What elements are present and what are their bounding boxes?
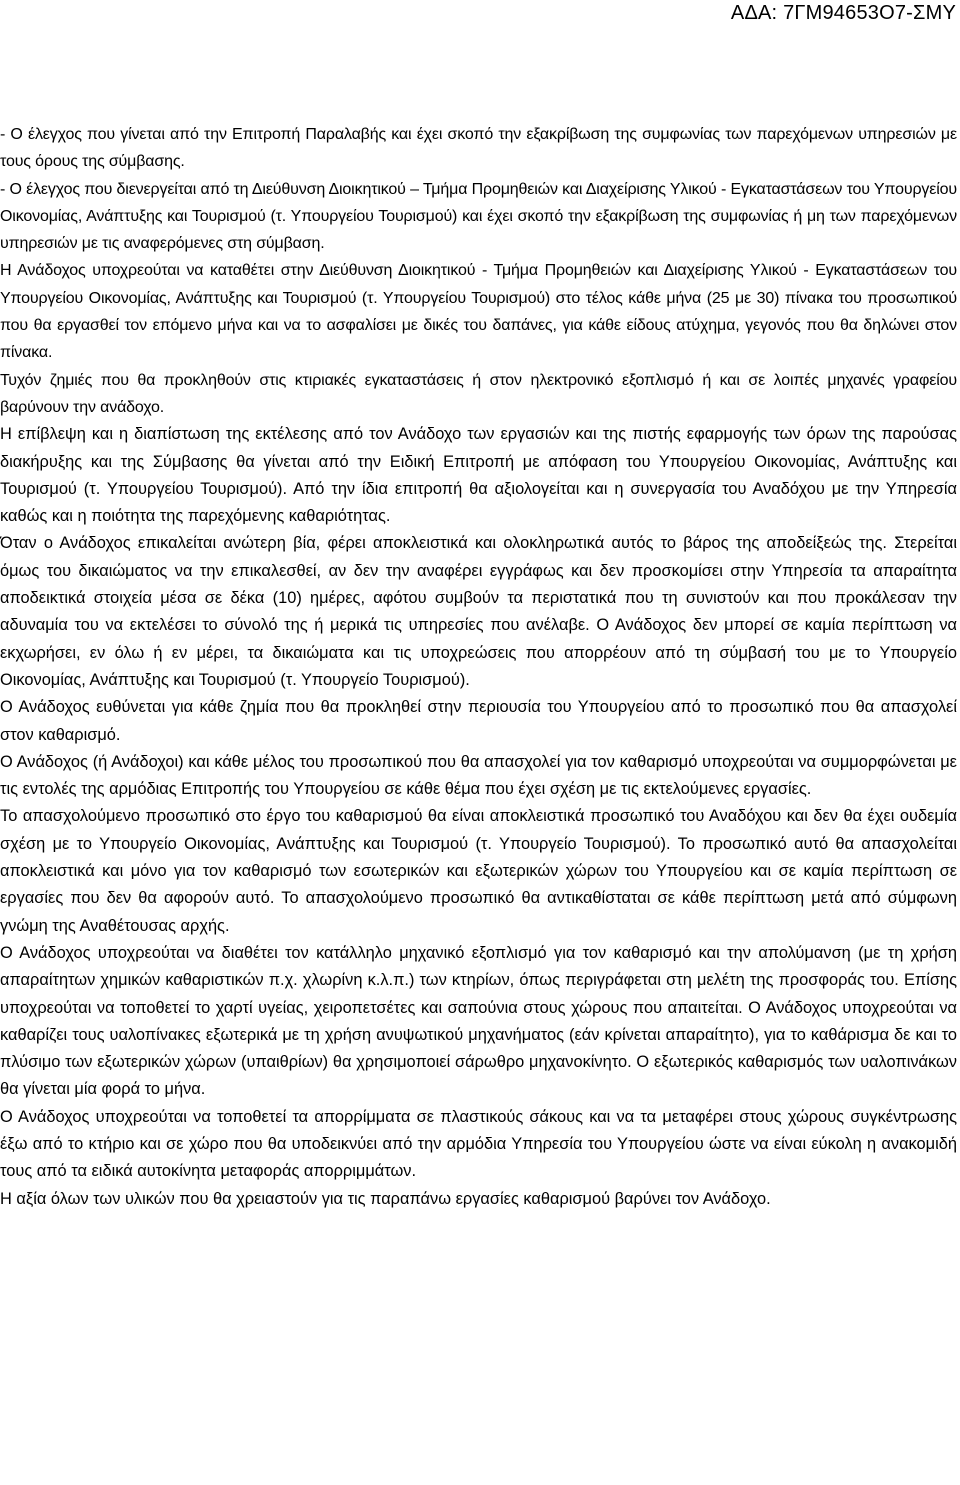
paragraph-compliance: Ο Ανάδοχος (ή Ανάδοχοι) και κάθε μέλος του προσωπικού που θα απασχολεί για τον καθαρισμό υποχρεούται να συμμορφώνεται με τις εντολές της αρμόδιας Επιτροπής του Υπουργείου σε κάθε θέμα που έχει σχέση με τις εκτελούμενες εργασίες. <box>0 752 957 799</box>
paragraph-waste: Ο Ανάδοχος υποχρεούται να τοποθετεί τα απορρίμματα σε πλαστικούς σάκους και να τα μεταφέρει στους χώρους συγκέντρωσης έξω από το κτήριο και σε χώρο που θα υποδεικνύει από την αρμόδια Υπηρεσία του Υπουργείου ώστε να είναι εύκολη η ανακομιδή τους από τα ειδικά αυτοκίνητα μεταφοράς απορριμμάτων. <box>0 1107 957 1181</box>
paragraph-equipment: Ο Ανάδοχος υποχρεούται να διαθέτει τον κατάλληλο μηχανικό εξοπλισμό για τον καθαρισμό και την απολύμανση (με τη χρήση απαραίτητων χημικών καθαριστικών π.χ. χλωρίνη κ.λ.π.) των κτηρίων, όπως περιγράφεται στη μελέτη της προσφοράς του. Επίσης υποχρεούται να τοποθετεί το χαρτί υγείας, χειροπετσέτες και σαπούνια στους χώρους που απαιτείται. Ο Ανάδοχος υποχρεούται να καθαρίζει τους υαλοπίνακες εξωτερικά με τη χρήση ανυψωτικού μηχανήματος (εάν κρίνεται απαραίτητο), για το καθάρισμα δε και το πλύσιμο των εξωτερικών χώρων (υπαιθρίων) θα χρησιμοποιεί σάρωθρο μηχανοκίνητο. Ο εξωτερικός καθαρισμός των υαλοπινάκων θα γίνεται μία φορά το μήνα. <box>0 943 957 1099</box>
paragraph-staff-list: Η Ανάδοχος υποχρεούται να καταθέτει στην Διεύθυνση Διοικητικού - Τμήμα Προμηθειών και Διαχείρισης Υλικού - Εγκαταστάσεων του Υπουργείου Οικονομίας, Ανάπτυξης και Τουρισμού (τ. Υπουργείου Τουρισμού) στο τέλος κάθε μήνα (25 με 30) πίνακα του προσωπικού που θα εργασθεί τον επόμενο μήνα και να το ασφαλίσει με δικές του δαπάνες, για κάθε είδους ατύχημα, γεγονός που θα δηλώνει στον πίνακα. <box>0 262 957 362</box>
paragraph-inspection-directorate: - Ο έλεγχος που διενεργείται από τη Διεύθυνση Διοικητικού – Τμήμα Προμηθειών και Διαχείρισης Υλικού - Εγκαταστάσεων του Υπουργείου Οικονομίας, Ανάπτυξης και Τουρισμού (τ. Υπουργείου Τουρισμού) και έχει σκοπό την εξακρίβωση της συμφωνίας ή μη των παρεχόμενων υπηρεσιών με τις αναφερόμενες στη σύμβαση. <box>0 180 957 253</box>
paragraph-personnel: Το απασχολούμενο προσωπικό στο έργο του καθαρισμού θα είναι αποκλειστικά προσωπικό του Αναδόχου και δεν θα έχει ουδεμία σχέση με το Υπουργείο Οικονομίας, Ανάπτυξης και Τουρισμού (τ. Υπουργείο Τουρισμού). Το προσωπικό αυτό θα απασχολείται αποκλειστικά και μόνο για τον καθαρισμό των εσωτερικών και εξωτερικών χώρων του Υπουργείου και σε καμία περίπτωση σε εργασίες που δεν θα αφορούν αυτό. Το απασχολούμενο προσωπικό θα αντικαθίσταται σε κάθε περίπτωση μετά από σύμφωνη γνώμη της Αναθέτουσας αρχής. <box>0 807 957 935</box>
paragraph-supervision: Η επίβλεψη και η διαπίστωση της εκτέλεσης από τον Ανάδοχο των εργασιών και της πιστής εφαρμογής των όρων της παρούσας διακήρυξης και της Σύμβασης θα γίνεται από την Ειδική Επιτροπή με απόφαση του Υπουργείου Οικονομίας, Ανάπτυξης και Τουρισμού (τ. Υπουργείου Τουρισμού). Από την ίδια επιτροπή θα αξιολογείται και η συνεργασία του Αναδόχου με την Υπηρεσία καθώς και η ποιότητα της παρεχόμενης καθαριότητας. <box>0 425 957 526</box>
paragraph-inspection-committee: - Ο έλεγχος που γίνεται από την Επιτροπή Παραλαβής και έχει σκοπό την εξακρίβωση της συμφωνίας των παρεχόμενων υπηρεσιών με τους όρους της σύμβασης. <box>0 126 957 171</box>
ada-code-header: ΑΔΑ: 7ΓΜ94653Ο7-ΣΜΥ <box>730 2 956 24</box>
paragraph-materials-cost: Η αξία όλων των υλικών που θα χρειαστούν για τις παραπάνω εργασίες καθαρισμού βαρύνει τον Ανάδοχο. <box>0 1189 771 1208</box>
paragraph-force-majeure: Όταν ο Ανάδοχος επικαλείται ανώτερη βία, φέρει αποκλειστικά και ολοκληρωτικά αυτός το βάρος της αποδείξεώς της. Στερείται όμως του δικαιώματος να την επικαλεσθεί, αν δεν την αναφέρει εγγράφως και δεν προσκομίσει στην Υπηρεσία τα απαραίτητα αποδεικτικά στοιχεία μέσα σε δέκα (10) ημέρες, αφότου συμβούν τα περιστατικά που τη συνιστούν και που προκάλεσαν την αδυναμία του να εκτελέσει το σύνολό της ή μερικά τις υπηρεσίες που ανέλαβε. Ο Ανάδοχος δεν μπορεί σε καμία περίπτωση να εκχωρήσει, εν όλω ή εν μέρει, τα δικαιώματα και τις υποχρεώσεις που απορρέουν από τη σύμβασή του με το Υπουργείο Οικονομίας, Ανάπτυξης και Τουρισμού (τ. Υπουργείο Τουρισμού). <box>0 534 957 689</box>
paragraph-damages: Τυχόν ζημιές που θα προκληθούν στις κτιριακές εγκαταστάσεις ή στον ηλεκτρονικό εξοπλισμό ή και σε λοιπές μηχανές γραφείου βαρύνουν την ανάδοχο. <box>0 371 957 416</box>
document-body <box>0 121 957 1213</box>
paragraph-liability: Ο Ανάδοχος ευθύνεται για κάθε ζημία που θα προκληθεί στην περιουσία του Υπουργείου από το προσωπικό που θα απασχολεί στον καθαρισμό. <box>0 698 957 744</box>
